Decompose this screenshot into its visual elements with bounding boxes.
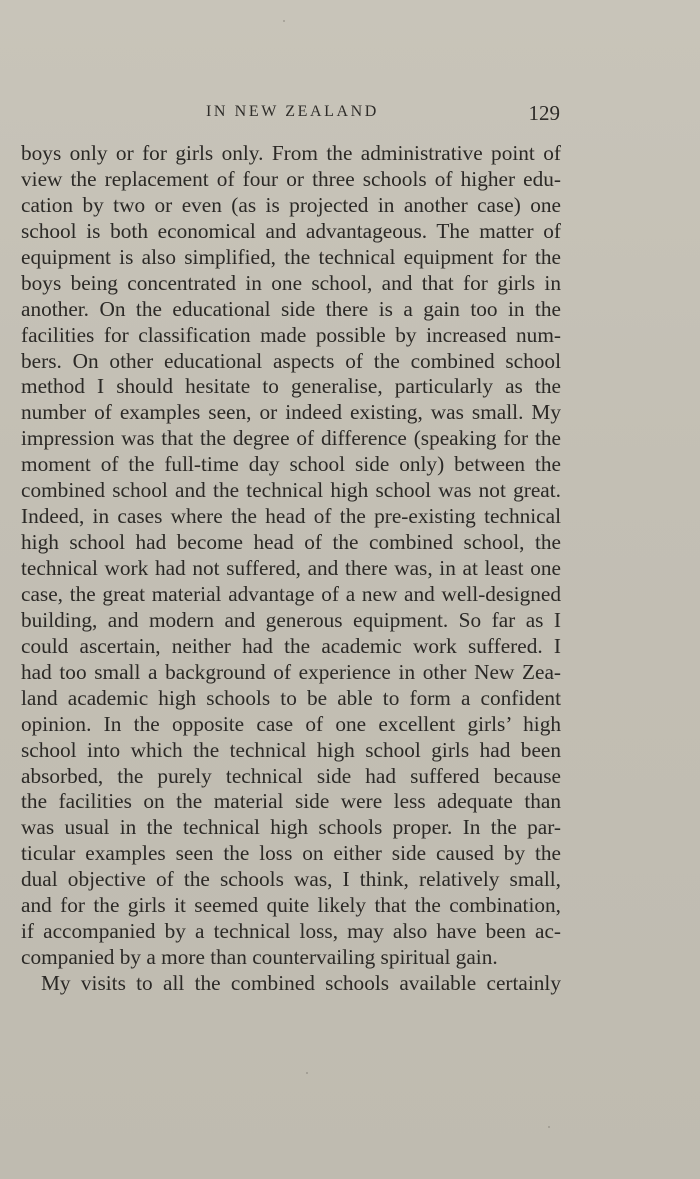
text-line: Indeed, in cases where the head of the pre-existing technical [21,504,561,529]
text-line: school is both economical and advantageous. The matter of [21,218,561,243]
text-line: bers. On other educational aspects of the combined school [21,348,561,373]
running-title: IN NEW ZEALAND [206,103,379,120]
text-line: had too small a background of experience in other New Zea- [21,659,561,684]
text-line: and for the girls it seemed quite likely that the combination, [21,893,561,918]
text-line: view the replacement of four or three schools of higher edu- [21,166,561,191]
text-line: boys only or for girls only. From the administrative point of [21,141,561,165]
text-line: moment of the full-time day school side only) between the [21,452,561,477]
text-line: the facilities on the material side were less adequate than [21,789,561,814]
text-line: cation by two or even (as is projected in another case) one [21,192,561,217]
text-line: equipment is also simplified, the technical equipment for the [21,244,561,269]
text-line: school into which the technical high school girls had been [21,737,561,762]
text-line: boys being concentrated in one school, and that for girls in [21,270,561,295]
text-line: case, the great material advantage of a new and well-designed [21,581,561,606]
paper-speck [283,20,285,22]
paper-speck [548,1126,550,1128]
text-line: number of examples seen, or indeed existing, was small. My [21,400,561,425]
text-line: could ascertain, neither had the academic work suffered. I [21,633,561,658]
running-head [20,103,565,131]
text-line: high school had become head of the combined school, the [21,530,561,555]
text-line: technical work had not suffered, and there was, in at least one [21,556,561,580]
text-line: impression was that the degree of difference (speaking for the [21,426,561,451]
text-line: facilities for classification made possible by increased num- [21,322,561,347]
text-line: combined school and the technical high school was not great. [21,478,561,503]
text-line: was usual in the technical high schools proper. In the par- [21,815,561,840]
text-line: absorbed, the purely technical side had suffered because [21,763,561,788]
paper-speck [306,1072,308,1074]
body-text [21,141,561,997]
text-line: method I should hesitate to generalise, particularly as the [21,374,561,399]
text-line: if accompanied by a technical loss, may also have been ac- [21,919,561,944]
text-line: ticular examples seen the loss on either side caused by the [21,841,561,866]
text-line: opinion. In the opposite case of one excellent girls’ high [21,711,561,736]
text-line: another. On the educational side there is a gain too in the [21,296,561,321]
page-number: 129 [528,101,560,125]
text-line: building, and modern and generous equipment. So far as I [21,607,561,632]
paragraph-start-line: My visits to all the combined schools available certainly [41,971,561,995]
text-line: land academic high schools to be able to form a confident [21,685,561,710]
paragraph-end-line: companied by a more than countervailing spiritual gain. [21,945,498,970]
text-line: dual objective of the schools was, I think, relatively small, [21,867,561,892]
